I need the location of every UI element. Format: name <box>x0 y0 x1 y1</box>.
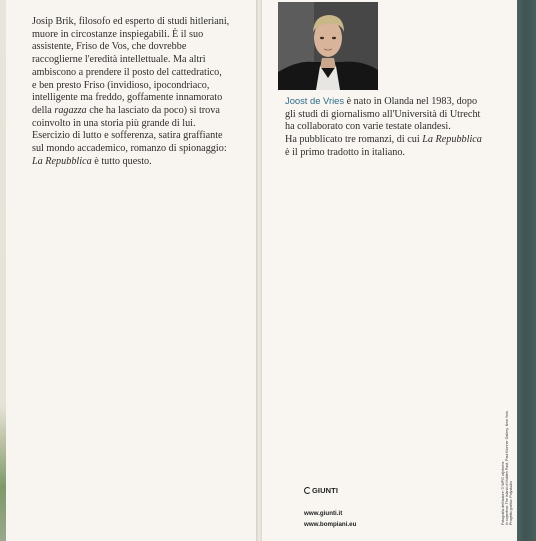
author-bio <box>285 95 503 160</box>
cover-edge-right <box>517 0 536 541</box>
synopsis-line: raccoglierne l'eredità intellettuale. Ma altri <box>32 54 206 66</box>
synopsis-fragment: della <box>32 104 55 116</box>
bompiani-link[interactable]: www.bompiani.eu <box>304 521 357 528</box>
synopsis-fragment-italic: ragazza <box>54 104 87 116</box>
author-portrait-image <box>278 2 378 90</box>
synopsis-line: intelligente ma freddo, goffamente innamorato <box>32 92 223 104</box>
cover-edge-strip <box>0 0 6 541</box>
bio-line: è il primo tradotto in italiano. <box>285 146 405 158</box>
cover-credits <box>501 375 514 525</box>
synopsis-text <box>32 16 254 168</box>
bio-line: gli studi di giornalismo all'Università di Utrecht <box>285 108 481 120</box>
synopsis-line: sul mondo accademico, romanzo di spionaggio: <box>32 143 227 155</box>
publisher-logo <box>304 486 338 495</box>
synopsis-line: ambiscono a prendere il posto del cattedratico, <box>32 66 222 78</box>
author-name: Joost de Vries <box>285 95 345 106</box>
bio-line <box>285 95 503 109</box>
book-title-italic: La Repubblica <box>32 155 92 167</box>
synopsis-line: Esercizio di lutto e sofferenza, satira graffiante <box>32 130 223 142</box>
book-title-italic: La Repubblica <box>422 134 482 146</box>
credit-line: In copertina: The Island of Hidden Past, Paul Klonner Gallery, New York. <box>505 410 510 525</box>
synopsis-line <box>32 156 254 169</box>
publisher-links <box>304 508 356 530</box>
synopsis-line <box>32 105 254 118</box>
credit-line: Fotografia dell'autore: © WPG olijntwins <box>501 461 505 525</box>
synopsis-fragment: che ha lasciato da poco) si trova <box>86 104 220 116</box>
publisher-name: GIUNTI <box>312 486 339 495</box>
giunti-logo-icon <box>304 487 311 494</box>
giunti-link[interactable]: www.giunti.it <box>304 510 343 517</box>
synopsis-line: Josip Brik, filosofo ed esperto di studi hitleriani, <box>32 16 230 27</box>
author-photo <box>278 2 378 90</box>
bio-line <box>285 134 503 147</box>
synopsis-line: coinvolto in una storia più grande di lui. <box>32 117 196 129</box>
credit-line: Progetto grafico: Polystudio <box>509 481 514 525</box>
bio-fragment: è nato in Olanda nel 1983, dopo <box>344 96 478 107</box>
synopsis-line: muore in circostanze inspiegabili. È il suo <box>32 28 204 40</box>
bio-fragment: Ha pubblicato tre romanzi, di cui <box>285 134 423 146</box>
bio-line: ha collaborato con varie testate olandesi. <box>285 121 451 133</box>
synopsis-line: assistente, Friso de Vos, che dovrebbe <box>32 41 187 53</box>
synopsis-fragment: è tutto questo. <box>91 155 152 167</box>
synopsis-line: e ben presto Friso (invidioso, ipocondriaco, <box>32 79 210 91</box>
